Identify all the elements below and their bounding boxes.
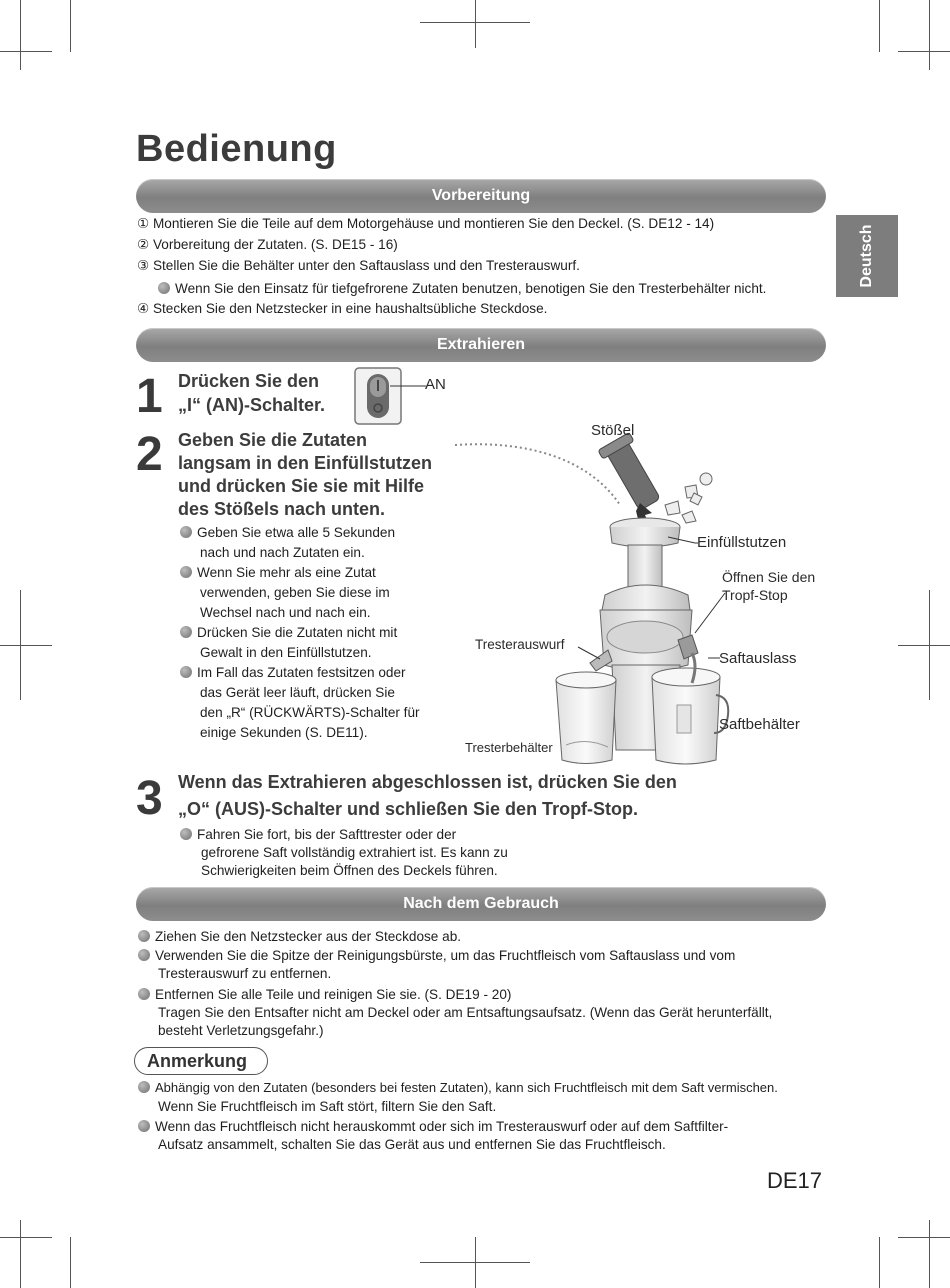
step2-line-1: Geben Sie die Zutaten <box>178 430 368 450</box>
step2-bullet-2-cont: Wechsel nach und nach ein. <box>200 605 371 620</box>
step2-line-2: langsam in den Einfüllstutzen <box>178 453 433 473</box>
step2-bullet-2: Wenn Sie mehr als eine Zutat <box>180 563 376 583</box>
step2-bullet-2-cont: verwenden, geben Sie diese im <box>200 585 390 600</box>
step-number-3: 3 <box>136 772 163 825</box>
power-switch-icon <box>354 367 402 425</box>
note-bullet-1: Abhängig von den Zutaten (besonders bei festen Zutaten), kann sich Fruchtfleisch mit dem Saft vermischen. <box>138 1078 778 1098</box>
after-use-bullet-2-cont: Tresterauswurf zu entfernen. <box>158 966 332 981</box>
step2-bullet-3-cont: Gewalt in den Einfüllstutzen. <box>200 645 372 660</box>
step2-bullet-4-cont: einige Sekunden (S. DE11). <box>200 725 368 740</box>
language-tab-label: Deutsch <box>858 224 875 288</box>
bullet-icon <box>138 1081 150 1093</box>
step2-bullet-4-cont: das Gerät leer läuft, drücken Sie <box>200 685 395 700</box>
label-saftauslass: Saftauslass <box>719 650 797 667</box>
note-heading: Anmerkung <box>134 1047 268 1075</box>
note-bullet-1-cont: Wenn Sie Fruchtfleisch im Saft stört, filtern Sie den Saft. <box>158 1099 497 1114</box>
prep-step-1: ① Montieren Sie die Teile auf dem Motorgehäuse und montieren Sie den Deckel. (S. DE12 - 14) <box>137 216 715 231</box>
note-bullet-2-cont: Aufsatz ansammelt, schalten Sie das Gerät aus und entfernen Sie das Fruchtfleisch. <box>158 1137 666 1152</box>
step1-line-1: Drücken Sie den <box>178 371 320 391</box>
label-tropf-stop-1: Öffnen Sie den <box>722 569 816 585</box>
step2-line-4: des Stößels nach unten. <box>178 499 386 519</box>
prep-step-4: ④ Stecken Sie den Netzstecker in eine haushaltsübliche Steckdose. <box>137 301 548 316</box>
step3-bullet: Fahren Sie fort, bis der Safttrester oder der <box>180 825 456 845</box>
after-use-bullet-3: Entfernen Sie alle Teile und reinigen Sie sie. (S. DE19 - 20) <box>138 985 511 1005</box>
after-use-bullet-2: Verwenden Sie die Spitze der Reinigungsbürste, um das Fruchtfleisch vom Saftauslass und vom <box>138 946 735 966</box>
after-use-warning-1: Tragen Sie den Entsafter nicht am Deckel oder am Entsaftungsaufsatz. (Wenn das Gerät herunterfällt, <box>158 1005 773 1020</box>
step2-bullet-4: Im Fall das Zutaten festsitzen oder <box>180 663 406 683</box>
bullet-icon <box>180 526 192 538</box>
section-header-vorbereitung: Vorbereitung <box>136 179 826 213</box>
step2-line-3: und drücken Sie sie mit Hilfe <box>178 476 425 496</box>
bullet-icon <box>138 988 150 1000</box>
label-tresterauswurf: Tresterauswurf <box>475 637 565 652</box>
language-tab <box>836 215 898 297</box>
switch-leader-line <box>390 383 426 389</box>
label-stoessel: Stößel <box>591 422 635 439</box>
step2-bullet-1: Geben Sie etwa alle 5 Sekunden <box>180 523 395 543</box>
prep-note: Wenn Sie den Einsatz für tiefgefrorene Zutaten benutzen, benotigen Sie den Tresterbehälter nicht. <box>158 279 766 299</box>
label-tresterbehaelter: Tresterbehälter <box>465 740 553 755</box>
after-use-bullet-1: Ziehen Sie den Netzstecker aus der Steckdose ab. <box>138 927 461 947</box>
step-number-2: 2 <box>136 428 163 481</box>
prep-step-2: ② Vorbereitung der Zutaten. (S. DE15 - 16) <box>137 237 398 252</box>
label-tropf-stop-2: Tropf-Stop <box>722 587 788 603</box>
bullet-icon <box>180 666 192 678</box>
note-bullet-2: Wenn das Fruchtfleisch nicht herauskommt oder sich im Tresterauswurf oder auf dem Saftfilter- <box>138 1117 728 1137</box>
prep-step-3: ③ Stellen Sie die Behälter unter den Saftauslass und den Tresterauswurf. <box>137 258 580 273</box>
step2-bullet-1-cont: nach und nach Zutaten ein. <box>200 545 365 560</box>
page-number: DE17 <box>767 1168 823 1193</box>
label-saftbehaelter: Saftbehälter <box>719 716 800 733</box>
bullet-icon <box>138 1120 150 1132</box>
after-use-warning-2: besteht Verletzungsgefahr.) <box>158 1023 324 1038</box>
step2-bullet-4-cont: den „R“ (RÜCKWÄRTS)-Schalter für <box>200 705 420 720</box>
label-einfuellstutzen: Einfüllstutzen <box>697 534 787 551</box>
section-header-nach-dem-gebrauch: Nach dem Gebrauch <box>136 887 826 921</box>
step3-line-1: Wenn das Extrahieren abgeschlossen ist, drücken Sie den <box>178 772 677 792</box>
bullet-icon <box>180 626 192 638</box>
bullet-icon <box>158 282 170 294</box>
step2-bullet-3: Drücken Sie die Zutaten nicht mit <box>180 623 397 643</box>
step3-bullet-cont: Schwierigkeiten beim Öffnen des Deckels führen. <box>201 863 498 878</box>
page-title: Bedienung <box>136 128 337 170</box>
switch-label-an: AN <box>425 376 446 393</box>
step-number-1: 1 <box>136 370 163 423</box>
bullet-icon <box>180 566 192 578</box>
step3-line-2: „O“ (AUS)-Schalter und schließen Sie den Tropf-Stop. <box>178 799 639 819</box>
bullet-icon <box>180 828 192 840</box>
step3-bullet-cont: gefrorene Saft vollständig extrahiert ist. Es kann zu <box>201 845 508 860</box>
bullet-icon <box>138 930 150 942</box>
bullet-icon <box>138 949 150 961</box>
section-header-extrahieren: Extrahieren <box>136 328 826 362</box>
step1-line-2: „I“ (AN)-Schalter. <box>178 395 326 415</box>
